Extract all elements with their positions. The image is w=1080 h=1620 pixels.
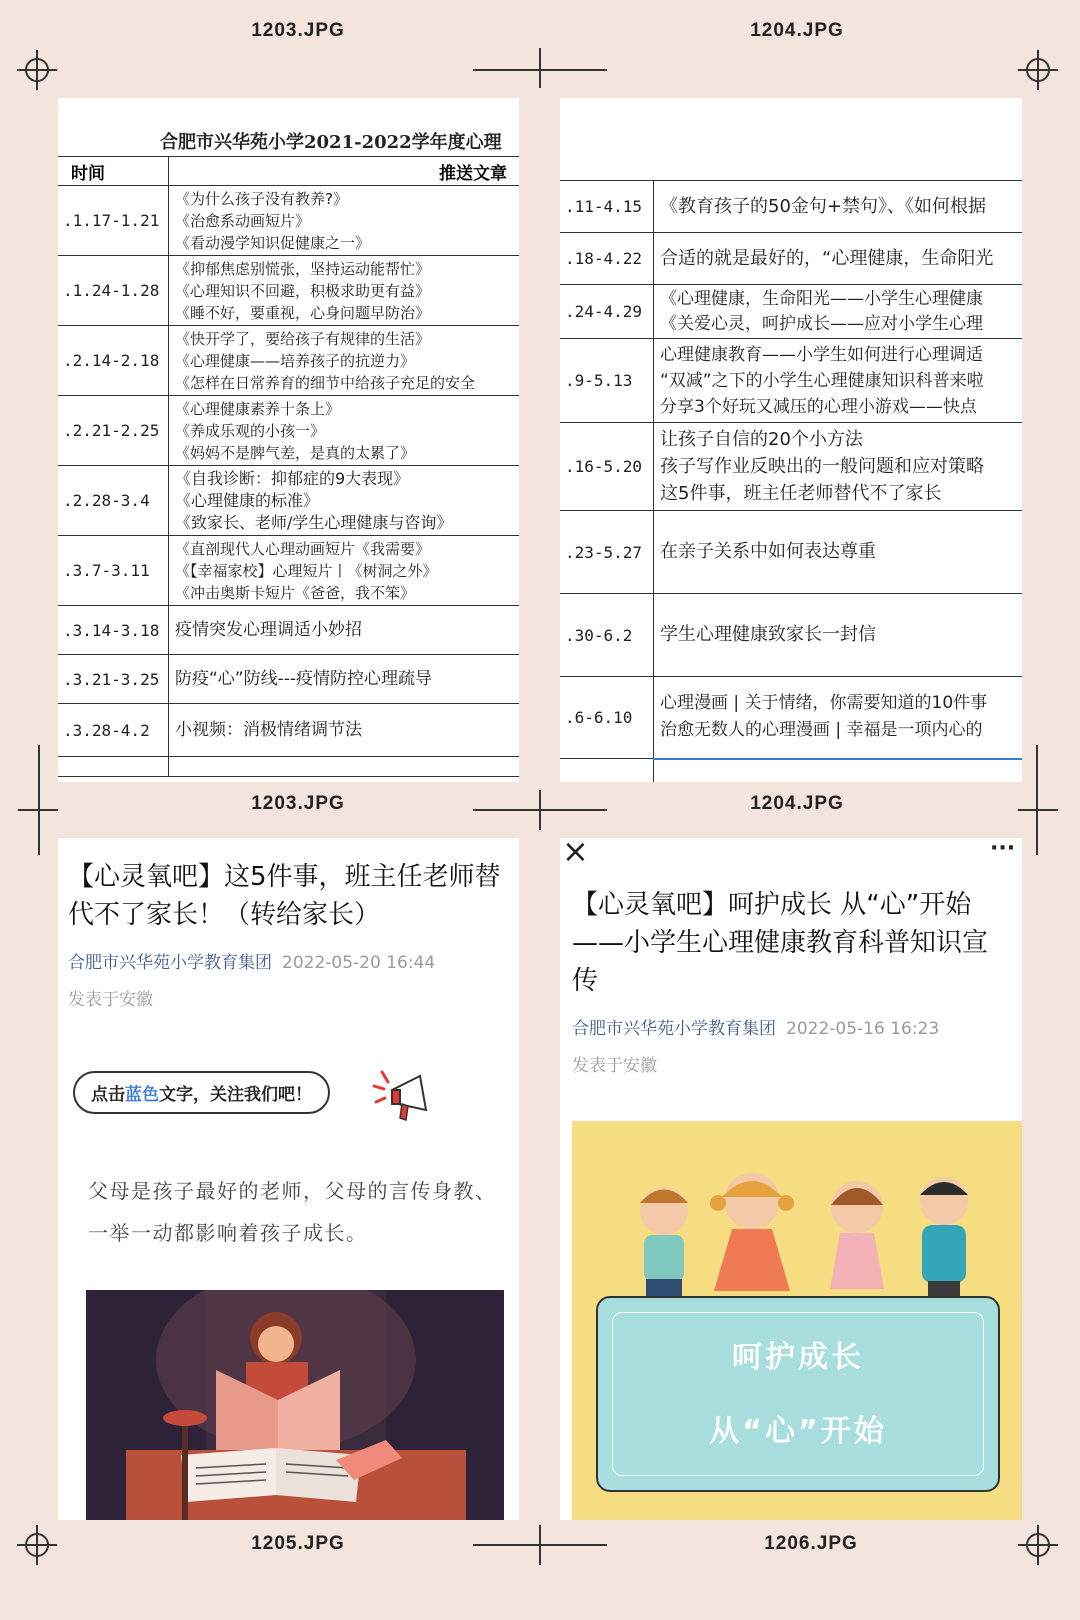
- banner-line-2: 从“心”开始: [709, 1414, 887, 1449]
- article-source-link[interactable]: 合肥市兴华苑小学教育集团: [68, 953, 272, 973]
- photo-label-1204-mid: 1204.JPG: [750, 793, 844, 814]
- article-title[interactable]: 【心灵氧吧】呵护成长 从“心”开始——小学生心理健康教育科普知识宣传: [572, 890, 989, 996]
- schedule-sheet-right: [560, 98, 1022, 782]
- crop-line: [1018, 809, 1058, 811]
- article-location: 发表于安徽: [572, 1056, 657, 1076]
- article-time: 2022-05-16 16:23: [786, 1019, 940, 1039]
- article-body-text: 父母是孩子最好的老师，父母的言传身教、一举一动都影响着孩子成长。: [88, 1179, 497, 1245]
- article-meta: [68, 948, 508, 973]
- row-articles: 《快开学了，要给孩子有规律的生活》 《心理健康——培养孩子的抗逆力》 《怎样在日常养育的细节中给孩子充足的安全: [169, 326, 520, 396]
- photo-label-1203-mid: 1203.JPG: [251, 793, 345, 814]
- crop-line: [539, 790, 541, 830]
- crop-line: [539, 1525, 541, 1565]
- row-date: .2.21-2.25: [58, 396, 169, 466]
- schedule-table-continued: [560, 180, 1022, 782]
- banner-board: [596, 1296, 1000, 1492]
- row-articles: 小视频：消极情绪调节法: [169, 704, 520, 757]
- row-date: .6-6.10: [560, 677, 654, 759]
- row-articles: 防疫“心”防线---疫情防控心理疏导: [169, 655, 520, 704]
- photo-label-1203: 1203.JPG: [251, 20, 345, 41]
- crop-line: [539, 48, 541, 88]
- schedule-title: 合肥市兴华苑小学2021-2022学年度心理: [160, 132, 502, 153]
- crop-mark-icon: [17, 1525, 57, 1565]
- banner-line-1: 呵护成长: [732, 1340, 864, 1375]
- row-date: .16-5.20: [560, 423, 654, 511]
- blue-text-highlight: 蓝色: [125, 1085, 159, 1105]
- row-articles: 让孩子自信的20个小方法 孩子写作业反映出的一般问题和应对策略 这5件事，班主任老师替代不了家长: [654, 423, 1023, 511]
- photo-label-1205: 1205.JPG: [251, 1533, 345, 1554]
- girl-reading-illustration: [86, 1290, 504, 1520]
- article-location: 发表于安徽: [68, 990, 153, 1010]
- follow-prompt-bubble[interactable]: 点击蓝色文字，关注我们吧！: [73, 1071, 330, 1114]
- close-icon[interactable]: ×: [562, 838, 589, 870]
- row-articles: 《直剖现代人心理动画短片《我需要》 《【幸福家校】心理短片丨《树洞之外》 《冲击奥斯卡短片《爸爸，我不笨》: [169, 536, 520, 606]
- crop-line: [38, 745, 40, 855]
- row-date: .3.14-3.18: [58, 606, 169, 655]
- row-articles: 《心理健康，生命阳光——小学生心理健康 《关爱心灵，呵护成长——应对小学生心理: [654, 285, 1023, 339]
- row-date: .9-5.13: [560, 339, 654, 423]
- schedule-sheet-left: [58, 98, 519, 782]
- row-articles: 疫情突发心理调适小妙招: [169, 606, 520, 655]
- schedule-table: [58, 156, 519, 777]
- article-source-link[interactable]: 合肥市兴华苑小学教育集团: [572, 1019, 776, 1039]
- row-articles: 《抑郁焦虑别慌张，坚持运动能帮忙》 《心理知识不回避，积极求助更有益》 《睡不好，要重视，心身问题早防治》: [169, 256, 520, 326]
- crop-mark-icon: [1018, 50, 1058, 90]
- row-date: .24-4.29: [560, 285, 654, 339]
- article-card-left[interactable]: [58, 838, 519, 1520]
- row-date: .1.24-1.28: [58, 256, 169, 326]
- megaphone-icon: [368, 1060, 438, 1130]
- article-title[interactable]: 【心灵氧吧】这5件事，班主任老师替代不了家长！（转给家长）: [68, 862, 501, 930]
- row-articles: 合适的就是最好的，“心理健康，生命阳光: [654, 233, 1023, 285]
- photo-label-1204: 1204.JPG: [750, 20, 844, 41]
- crop-line: [1036, 745, 1038, 855]
- children-illustration: [572, 1121, 1022, 1311]
- row-date: .2.28-3.4: [58, 466, 169, 536]
- column-header-time: 时间: [58, 157, 169, 186]
- row-date: .11-4.15: [560, 181, 654, 233]
- row-date: .30-6.2: [560, 594, 654, 677]
- row-date: .18-4.22: [560, 233, 654, 285]
- row-date: .23-5.27: [560, 511, 654, 594]
- row-articles: 《教育孩子的50金句+禁句》、《如何根据: [654, 181, 1023, 233]
- row-date: .3.28-4.2: [58, 704, 169, 757]
- article-banner-image: [572, 1121, 1022, 1520]
- article-meta: [572, 1014, 1012, 1039]
- more-options-icon[interactable]: ···: [990, 838, 1016, 861]
- row-date: .3.21-3.25: [58, 655, 169, 704]
- column-header-articles: 推送文章: [169, 157, 520, 186]
- row-articles: 《自我诊断：抑郁症的9大表现》 《心理健康的标准》 《致家长、老师/学生心理健康与咨询》: [169, 466, 520, 536]
- photo-label-1206: 1206.JPG: [764, 1533, 858, 1554]
- row-articles: 心理漫画 | 关于情绪，你需要知道的10件事 治愈无数人的心理漫画 | 幸福是一项内心的: [654, 677, 1023, 759]
- article-card-right[interactable]: [560, 838, 1022, 1520]
- crop-mark-icon: [1018, 1525, 1058, 1565]
- article-time: 2022-05-20 16:44: [282, 953, 436, 973]
- row-articles: 《为什么孩子没有教养?》 《治愈系动画短片》 《看动漫学知识促健康之一》: [169, 186, 520, 256]
- row-articles: 心理健康教育——小学生如何进行心理调适 “双减”之下的小学生心理健康知识科普来啦 分享3个好玩又减压的心理小游戏——快点: [654, 339, 1023, 423]
- row-articles: 在亲子关系中如何表达尊重: [654, 511, 1023, 594]
- row-articles: 《心理健康素养十条上》 《养成乐观的小孩一》 《妈妈不是脾气差，是真的太累了》: [169, 396, 520, 466]
- row-date: .2.14-2.18: [58, 326, 169, 396]
- crop-mark-icon: [17, 50, 57, 90]
- row-articles: 学生心理健康致家长一封信: [654, 594, 1023, 677]
- row-date: .3.7-3.11: [58, 536, 169, 606]
- row-date: .1.17-1.21: [58, 186, 169, 256]
